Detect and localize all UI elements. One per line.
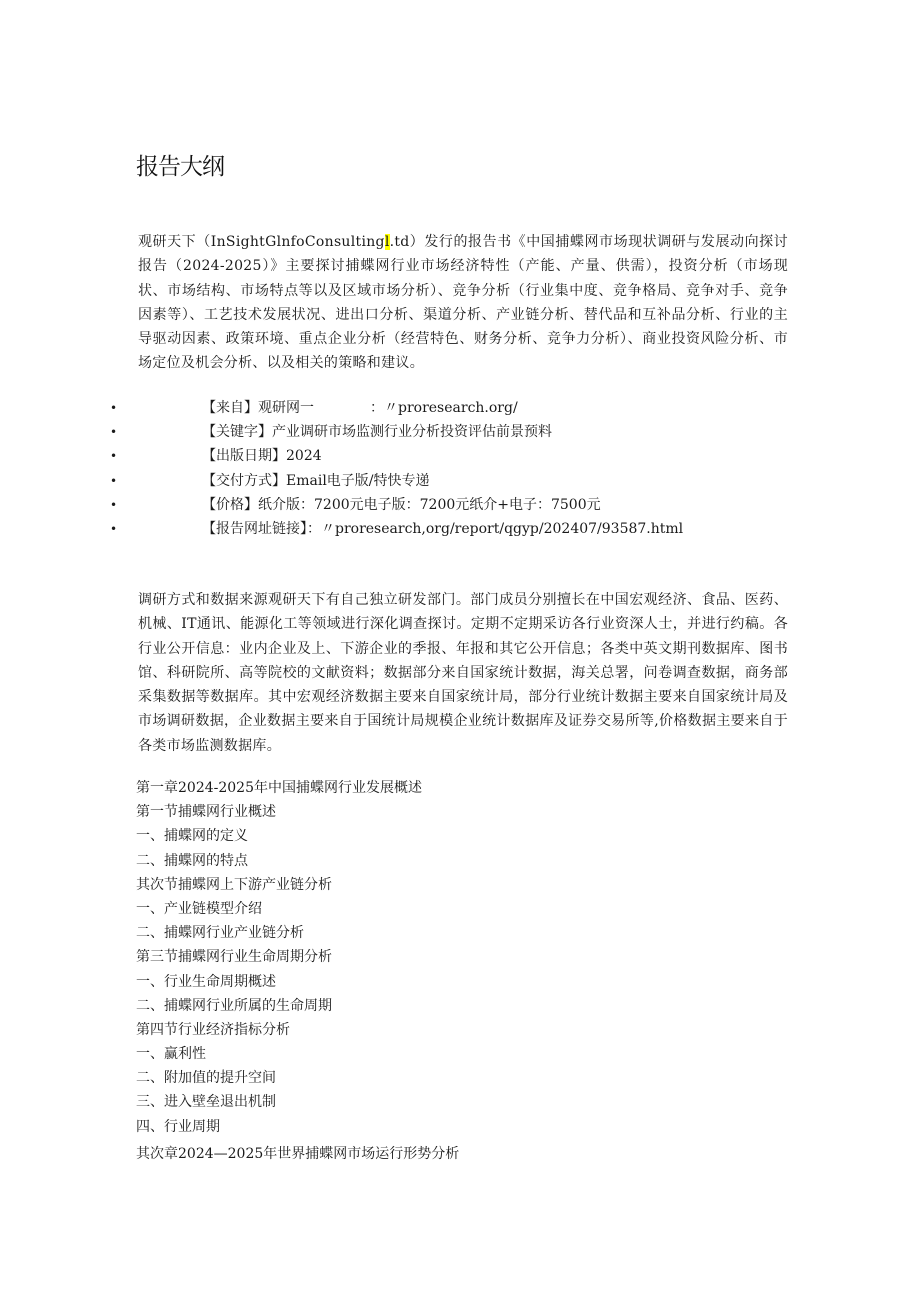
list-item	[0, 396, 920, 420]
info-price: 【价格】纸介版：7200元电子版：7200元纸介+电子：7500元	[202, 496, 601, 513]
toc-item: 二、捕蝶网的特点	[136, 852, 248, 869]
toc-item: 二、捕蝶网行业产业链分析	[136, 925, 304, 942]
bullet-icon: •	[110, 521, 118, 536]
report-info-list	[0, 396, 920, 541]
intro-text-after: .td）发行的报告书《中国捕蝶网市场现状调研与发展动向探讨报告（2024-2025）》主要探讨捕蝶网行业市场经济特性（产能、产量、供需），投资分析（市场现状、市场结构、市场特点等以及区域市场分析）、竞争分析（行业集中度、竞争格局、竞争对手、竞争因素等）、工艺技术发展状况、进出口分析、渠道分析、产业链分析、替代品和互补品分析、行业的主导驱动因素、政策环境、重点企业分析（经营特色、财务分析、竞争力分析）、商业投资风险分析、市场定位及机会分析、以及相关的策略和建议。	[138, 234, 788, 372]
table-of-contents	[136, 776, 836, 1166]
toc-section: 第三节捕蝶网行业生命周期分析	[136, 949, 332, 966]
toc-item: 一、行业生命周期概述	[136, 973, 276, 990]
bullet-icon: •	[110, 473, 118, 488]
list-item	[0, 420, 920, 444]
toc-chapter-2: 其次章2024—2025年世界捕蝶网市场运行形势分析	[136, 1145, 460, 1162]
intro-paragraph	[138, 230, 788, 376]
methodology-paragraph: 调研方式和数据来源观研天下有自己独立研发部门。部门成员分别擅长在中国宏观经济、食品、医药、机械、IT通讯、能源化工等领域进行深化调查探讨。定期不定期采访各行业资深人士，并进行约稿。各行业公开信息：业内企业及上、下游企业的季报、年报和其它公开信息；各类中英文期刊数据库、图书馆、科研院所、高等院校的文献资料；数据部分来自国家统计数据，海关总署，问卷调查数据，商务部采集数据等数据库。其中宏观经济数据主要来自国家统计局，部分行业统计数据主要来自国家统计局及市场调研数据，企业数据主要来自于国统计局规模企业统计数据库及证券交易所等,价格数据主要来自于各类市场监测数据库。	[138, 592, 788, 754]
toc-section: 第四节行业经济指标分析	[136, 1021, 290, 1038]
toc-section: 其次节捕蝶网上下游产业链分析	[136, 876, 332, 893]
list-item	[0, 444, 920, 468]
toc-item: 三、进入壁垒退出机制	[136, 1094, 276, 1111]
toc-item: 四、行业周期	[136, 1118, 220, 1135]
toc-item: 一、赢利性	[136, 1046, 206, 1063]
bullet-icon: •	[110, 449, 118, 464]
info-delivery: 【交付方式】Email电子版/特快专递	[202, 472, 430, 489]
intro-company: InSightGlnfoConsulting	[210, 234, 385, 250]
page-title: 报告大纲	[136, 154, 224, 180]
bullet-icon: •	[110, 401, 118, 415]
toc-item: 二、捕蝶网行业所属的生命周期	[136, 997, 332, 1014]
toc-item: 二、附加值的提升空间	[136, 1070, 276, 1087]
list-item	[0, 493, 920, 517]
info-source: 【来自】观研网一 ：〃proresearch.org/	[202, 400, 518, 416]
bullet-icon: •	[110, 497, 118, 512]
bullet-icon: •	[110, 425, 118, 440]
info-keywords: 【关键字】产业调研市场监测行业分析投资评估前景预料	[202, 424, 552, 441]
highlighted-text: l	[384, 234, 390, 250]
toc-item: 一、产业链模型介绍	[136, 900, 262, 917]
toc-section: 第一节捕蝶网行业概述	[136, 804, 276, 821]
info-report-link[interactable]: 【报告网址链接】：〃proresearch,org/report/qgyp/202407/93587.html	[202, 520, 684, 537]
info-publish-date: 【出版日期】2024	[202, 448, 322, 465]
toc-chapter-1: 第一章2024-2025年中国捕蝶网行业发展概述	[136, 780, 422, 796]
list-item	[0, 517, 920, 541]
intro-text-before: 观研天下（	[138, 234, 211, 250]
list-item	[0, 469, 920, 493]
toc-item: 一、捕蝶网的定义	[136, 828, 248, 845]
